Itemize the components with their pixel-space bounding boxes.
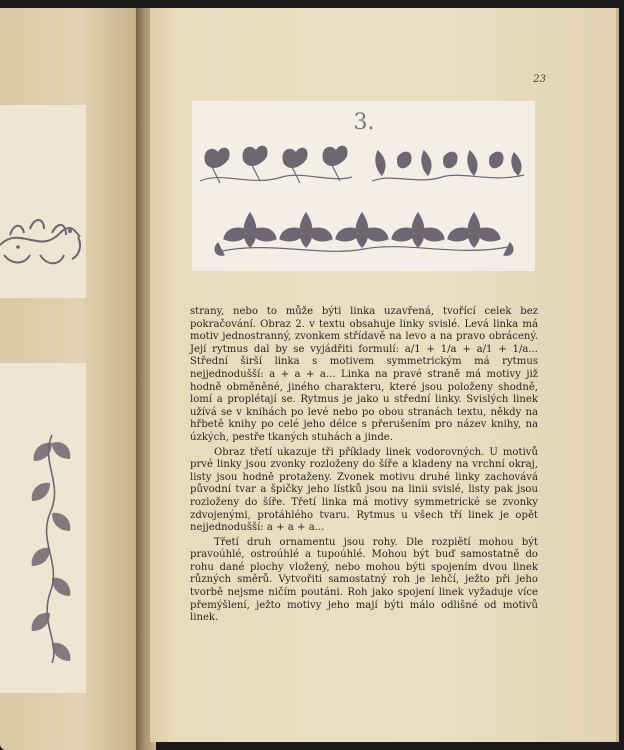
- paragraph-2: Obraz třetí ukazuje tři příklady linek vodorovných. U motivů prvé linky jsou zvonky rozloženy do šíře a kladeny na vrchní okraj, listy jsou hodně protaženy. Zvonek motivu druhé linky zachovává původní tvar a špičky jeho lístků jsou na linii svislé, listy pak jsou rozloženy do šíře. Třetí linka má motivy symmetrické se zvonky zdvojenými, protáhlého tvaru. Rytmus u všech tří linek je opět nejjednodušší: a + a + a...: [190, 446, 538, 534]
- ornament-plate: [192, 101, 535, 271]
- plate-label: 3.: [353, 110, 375, 135]
- left-page-plate-top: [0, 105, 86, 298]
- paragraph-1: strany, nebo to může býti linka uzavřená, tvořící celek bez pokračování. Obraz 2. v textu obsahuje linky svislé. Levá linka má motiv jednostranný, zvonkem střídavě na levo a na pravo obrácený. Její rytmus dal by se vyjádřiti formulí: a/1 + 1/a + a/1 + 1/a... Střední širší linka s motivem symmetrickým má rytmus nejjednodušší: a + a + a... Linka na pravé straně má motivy již hodně obměněné, jiného charakteru, které jsou položeny shodně, lomí a proplétají se. Rytmus je jako u střední linky. Svislých linek užívá se v knihách po levé nebo po obou stranách textu, někdy na hřbetě knihy po celé jeho délce s přerušením pro název knihy, na úzkých, pestře tkaných stuhách a jinde.: [190, 306, 538, 443]
- ornament-border-1-icon: [200, 146, 352, 183]
- body-text: [190, 306, 538, 625]
- ornament-border-2-icon: [372, 151, 524, 181]
- left-page-plate-bottom: [0, 363, 86, 693]
- ornament-border-3-icon: [215, 213, 513, 255]
- left-page-ornament-icon: [0, 105, 86, 298]
- page-number: 23: [533, 74, 546, 85]
- vertical-border-icon: [0, 363, 86, 693]
- paragraph-3: Třetí druh ornamentu jsou rohy. Dle rozpiětí mohou být pravoúhlé, ostroúhlé a tupoúhlé. Mohou být buď samostatně do rohu dané plochy vložený, nebo mohou býti spojením dvou linek různých směrů. Vytvořiti samostatný roh je lehčí, ježto při jeho tvorbě nejsme ničím poutáni. Roh jako spojení linek vyžaduje více přemýšlení, ježto motivy jeho mají býti málo odlišné od motivů linek.: [190, 536, 538, 624]
- left-page: [0, 8, 148, 750]
